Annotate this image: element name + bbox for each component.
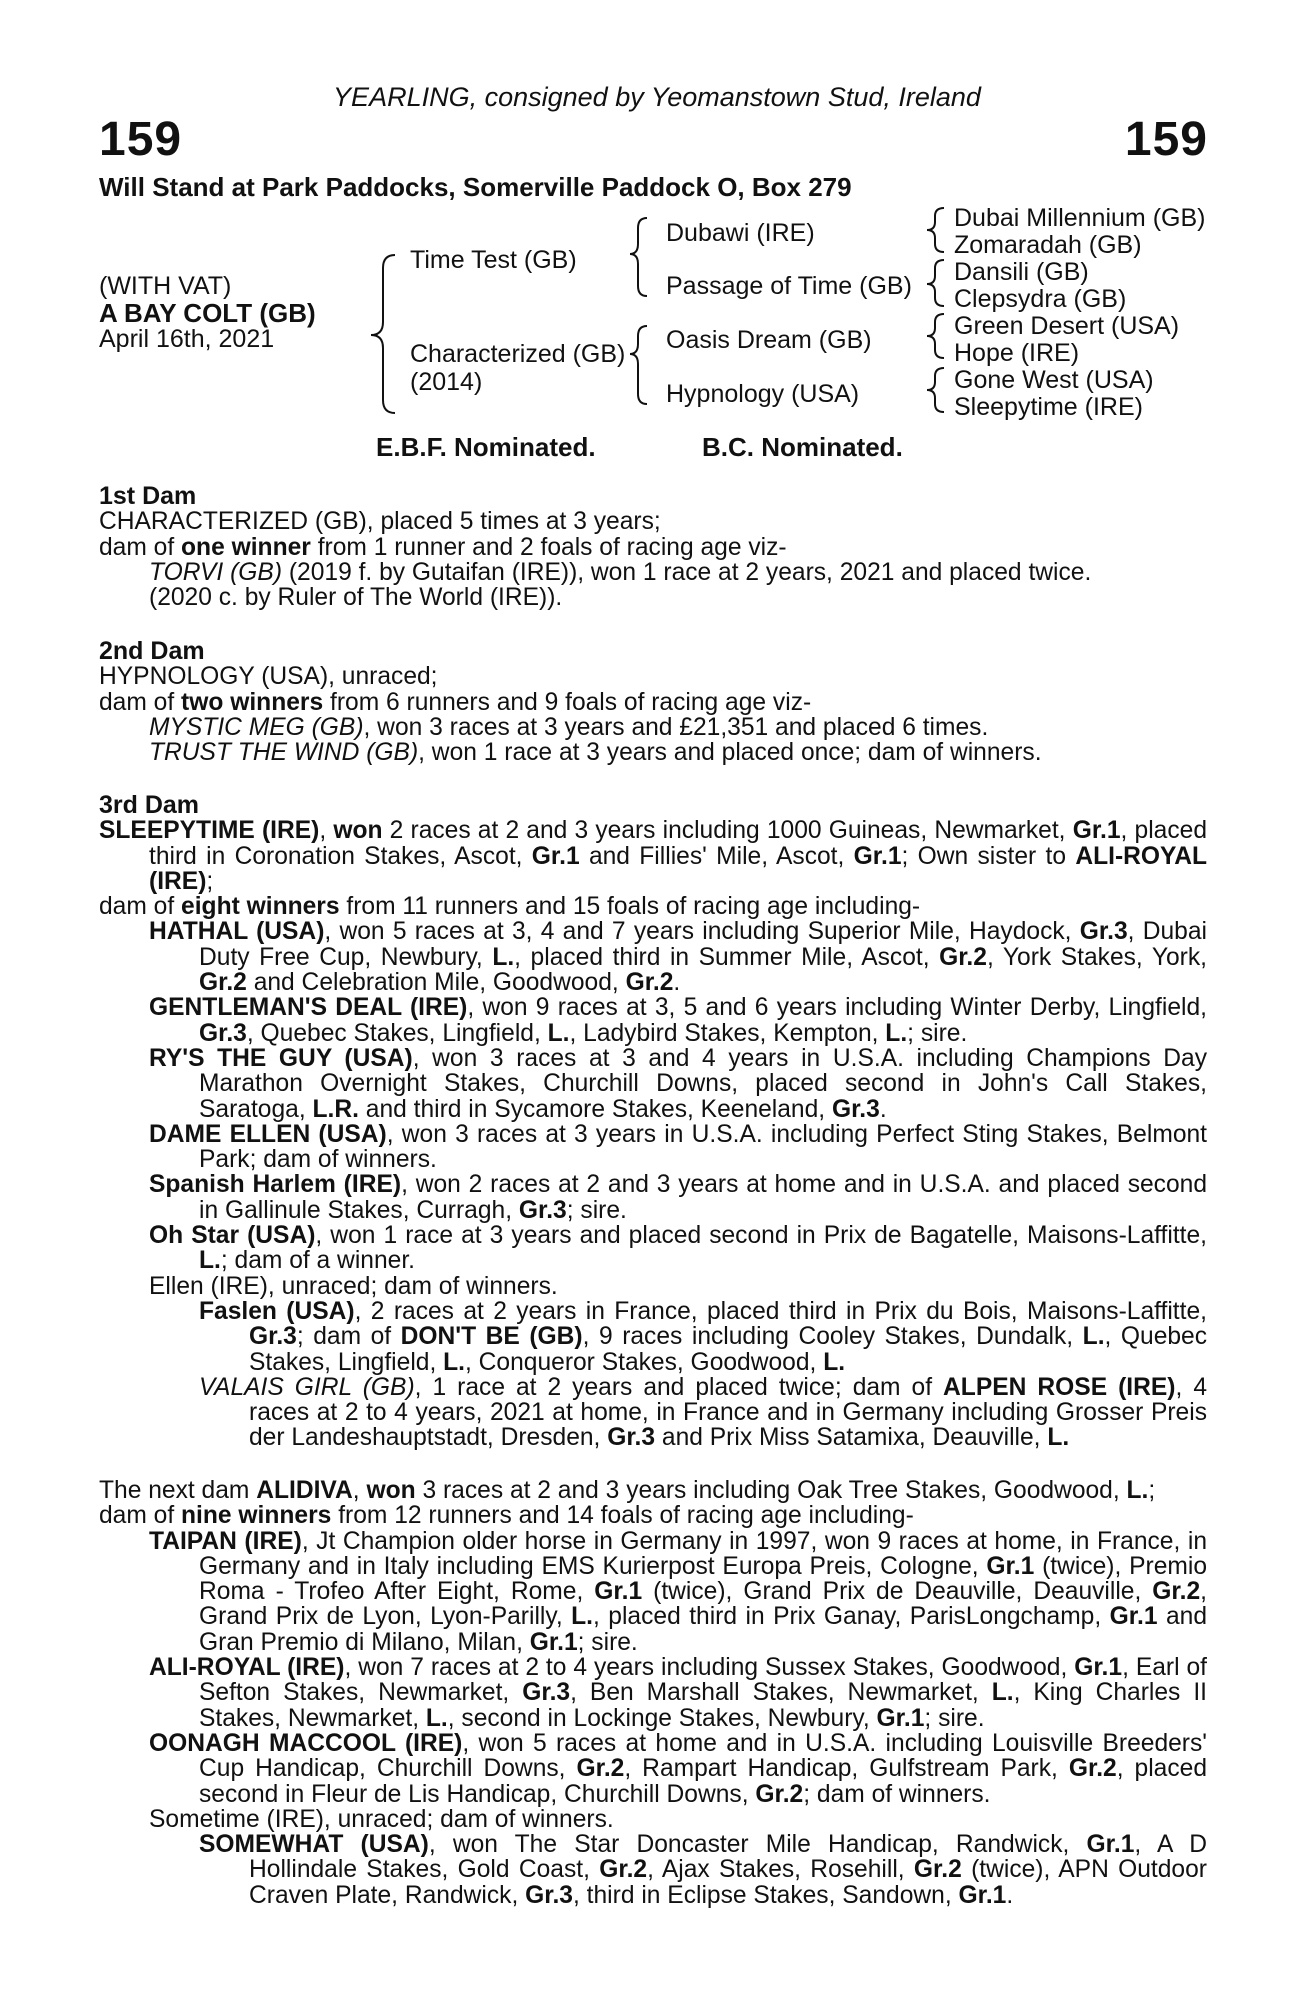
ebf-nominated: E.B.F. Nominated. <box>376 432 596 462</box>
third-dam-foal-gentlemans-deal: GENTLEMAN'S DEAL (IRE), won 9 races at 3, 5 and 6 years including Winter Derby, Lingfield, Gr.3, Quebec Stakes, Lingfield, L., Ladybird Stakes, Kempton, L.; sire. <box>149 994 1207 1047</box>
horse-name: A BAY COLT (GB) <box>99 298 316 328</box>
pedigree-sire: Time Test (GB) <box>410 246 577 274</box>
second-dam-foal: TRUST THE WIND (GB), won 1 race at 3 years and placed once; dam of winners. <box>149 739 1042 767</box>
third-dam-foal-ellen: Ellen (IRE), unraced; dam of winners. <box>149 1272 558 1300</box>
pedigree-dss: Green Desert (USA) <box>954 312 1180 340</box>
third-dam-foal-spanish-harlem: Spanish Harlem (IRE), won 2 races at 2 and 3 years at home and in U.S.A. and placed second in Gallinule Stakes, Curragh, Gr.3; sire. <box>149 1171 1208 1224</box>
granddaughter-valais-girl: VALAIS GIRL (GB), 1 race at 2 years and placed twice; dam of ALPEN ROSE (IRE), 4 races at 2 to 4 years, 2021 at home, in France and in Germany including Grosser Preis der Landeshauptstadt, Dresden, Gr.3 and Prix Miss Satamixa, Deauville, L. <box>199 1373 1207 1452</box>
lot-number-right: 159 <box>1124 113 1208 166</box>
third-dam-line: SLEEPYTIME (IRE), won 2 races at 2 and 3 years including 1000 Guineas, Newmarket, Gr.1, placed third in Coronation Stakes, Ascot, Gr.1 and Fillies' Mile, Ascot, Gr.1; Own sister to ALI-ROYAL (IRE); <box>99 817 1208 895</box>
next-dam-foal-ali-royal: ALI-ROYAL (IRE), won 7 races at 2 to 4 years including Sussex Stakes, Goodwood, Gr.1, Earl of Sefton Stakes, Newmarket, Gr.3, Ben Marshall Stakes, Newmarket, L., King Charles II Stakes, Newmarket, L., second in Lockinge Stakes, Newbury, Gr.1; sire. <box>149 1654 1207 1732</box>
second-dam-line: HYPNOLOGY (USA), unraced; <box>99 663 438 691</box>
next-dam-produce: dam of nine winners from 12 runners and 14 foals of racing age including- <box>99 1502 914 1530</box>
next-dam-foal-oonagh-maccool: OONAGH MACCOOL (IRE), won 5 races at home and in U.S.A. including Louisville Breeders' Cup Handicap, Churchill Downs, Gr.2, Rampart Handicap, Gulfstream Park, Gr.2, placed second in Fleur de Lis Handicap, Churchill Downs, Gr.2; dam of winners. <box>149 1729 1208 1808</box>
consignment-header: YEARLING, consigned by Yeomanstown Stud, Ireland <box>333 82 981 112</box>
second-dam-section <box>99 639 1207 765</box>
third-dam-heading: 3rd Dam <box>99 791 200 819</box>
pedigree-dam-dam: Hypnology (USA) <box>666 380 860 408</box>
third-dam-section <box>99 793 1207 1451</box>
pedigree-sds: Dansili (GB) <box>954 258 1089 286</box>
third-dam-foal-hathal: HATHAL (USA), won 5 races at 3, 4 and 7 years including Superior Mile, Haydock, Gr.3, Dubai Duty Free Cup, Newbury, L., placed third in Summer Mile, Ascot, Gr.2, York Stakes, York, Gr.2 and Celebration Mile, Goodwood, Gr.2. <box>149 918 1207 997</box>
first-dam-line: CHARACTERIZED (GB), placed 5 times at 3 years; <box>99 508 661 536</box>
pedigree-dsd: Hope (IRE) <box>954 339 1080 367</box>
first-dam-heading: 1st Dam <box>99 482 197 510</box>
third-dam-produce: dam of eight winners from 11 runners and 15 foals of racing age including- <box>99 893 921 921</box>
third-dam-foal-rys-the-guy: RY'S THE GUY (USA), won 3 races at 3 and 4 years in U.S.A. including Champions Day Marathon Overnight Stakes, Churchill Downs, placed second in John's Call Stakes, Saratoga, L.R. and third in Sycamore Stakes, Keeneland, Gr.3. <box>149 1044 1207 1123</box>
grandson-somewhat: SOMEWHAT (USA), won The Star Doncaster Mile Handicap, Randwick, Gr.1, A D Hollindale Stakes, Gold Coast, Gr.2, Ajax Stakes, Rosehill, Gr.2 (twice), APN Outdoor Craven Plate, Randwick, Gr.3, third in Eclipse Stakes, Sandown, Gr.1. <box>199 1831 1207 1909</box>
first-dam-foal: (2020 c. by Ruler of The World (IRE)). <box>149 584 563 612</box>
third-dam-foal-dame-ellen: DAME ELLEN (USA), won 3 races at 3 years in U.S.A. including Perfect Sting Stakes, Belmont Park; dam of winners. <box>149 1120 1208 1174</box>
pedigree-ssd: Zomaradah (GB) <box>954 231 1142 259</box>
pedigree-sire-sire: Dubawi (IRE) <box>666 219 815 247</box>
pedigree-ddd: Sleepytime (IRE) <box>954 393 1143 421</box>
second-dam-foal: MYSTIC MEG (GB), won 3 races at 3 years and £21,351 and placed 6 times. <box>149 713 989 741</box>
second-dam-produce: dam of two winners from 6 runners and 9 foals of racing age viz- <box>99 688 812 716</box>
pedigree-sss: Dubai Millennium (GB) <box>954 204 1206 232</box>
next-dam-line: The next dam ALIDIVA, won 3 races at 2 and 3 years including Oak Tree Stakes, Goodwood, L.; <box>99 1477 1156 1504</box>
first-dam-section <box>99 484 1207 610</box>
bc-nominated: B.C. Nominated. <box>702 432 903 462</box>
horse-dob: April 16th, 2021 <box>99 325 275 353</box>
vat-note: (WITH VAT) <box>99 272 232 300</box>
third-dam-foal-oh-star: Oh Star (USA), won 1 race at 3 years and placed second in Prix de Bagatelle, Maisons-Laffitte, L.; dam of a winner. <box>149 1222 1208 1275</box>
next-dam-foal-sometime: Sometime (IRE), unraced; dam of winners. <box>149 1805 614 1833</box>
pedigree-dds: Gone West (USA) <box>954 366 1154 394</box>
lot-number-left: 159 <box>99 113 183 166</box>
pedigree-dam-year: (2014) <box>410 368 483 396</box>
first-dam-foal: TORVI (GB) (2019 f. by Gutaifan (IRE)), won 1 race at 2 years, 2021 and placed twice. <box>149 558 1092 586</box>
next-dam-foal-taipan: TAIPAN (IRE), Jt Champion older horse in Germany in 1997, won 9 races at home, in France, in Germany and in Italy including EMS Kurierpost Europa Preis, Cologne, Gr.1 (twice), Premio Roma - Trofeo After Eight, Rome, Gr.1 (twice), Grand Prix de Deauville, Deauville, Gr.2, Grand Prix de Lyon, Lyon-Parilly, L., placed third in Prix Ganay, ParisLongchamp, Gr.1 and Gran Premio di Milano, Milan, Gr.1; sire. <box>149 1527 1208 1656</box>
second-dam-heading: 2nd Dam <box>99 637 205 665</box>
next-dam-section <box>99 1478 1207 1908</box>
granddaughter-faslen: Faslen (USA), 2 races at 2 years in France, placed third in Prix du Bois, Maisons-Laffitte, Gr.3; dam of DON'T BE (GB), 9 races including Cooley Stakes, Dundalk, L., Quebec Stakes, Lingfield, L., Conqueror Stakes, Goodwood, L. <box>199 1297 1208 1376</box>
stand-location: Will Stand at Park Paddocks, Somerville Paddock O, Box 279 <box>99 172 852 202</box>
first-dam-produce: dam of one winner from 1 runner and 2 foals of racing age viz- <box>99 533 787 561</box>
pedigree-sire-dam: Passage of Time (GB) <box>666 272 912 300</box>
pedigree-dam: Characterized (GB) <box>410 340 626 368</box>
pedigree-dam-sire: Oasis Dream (GB) <box>666 326 872 354</box>
pedigree-sdd: Clepsydra (GB) <box>954 285 1127 313</box>
